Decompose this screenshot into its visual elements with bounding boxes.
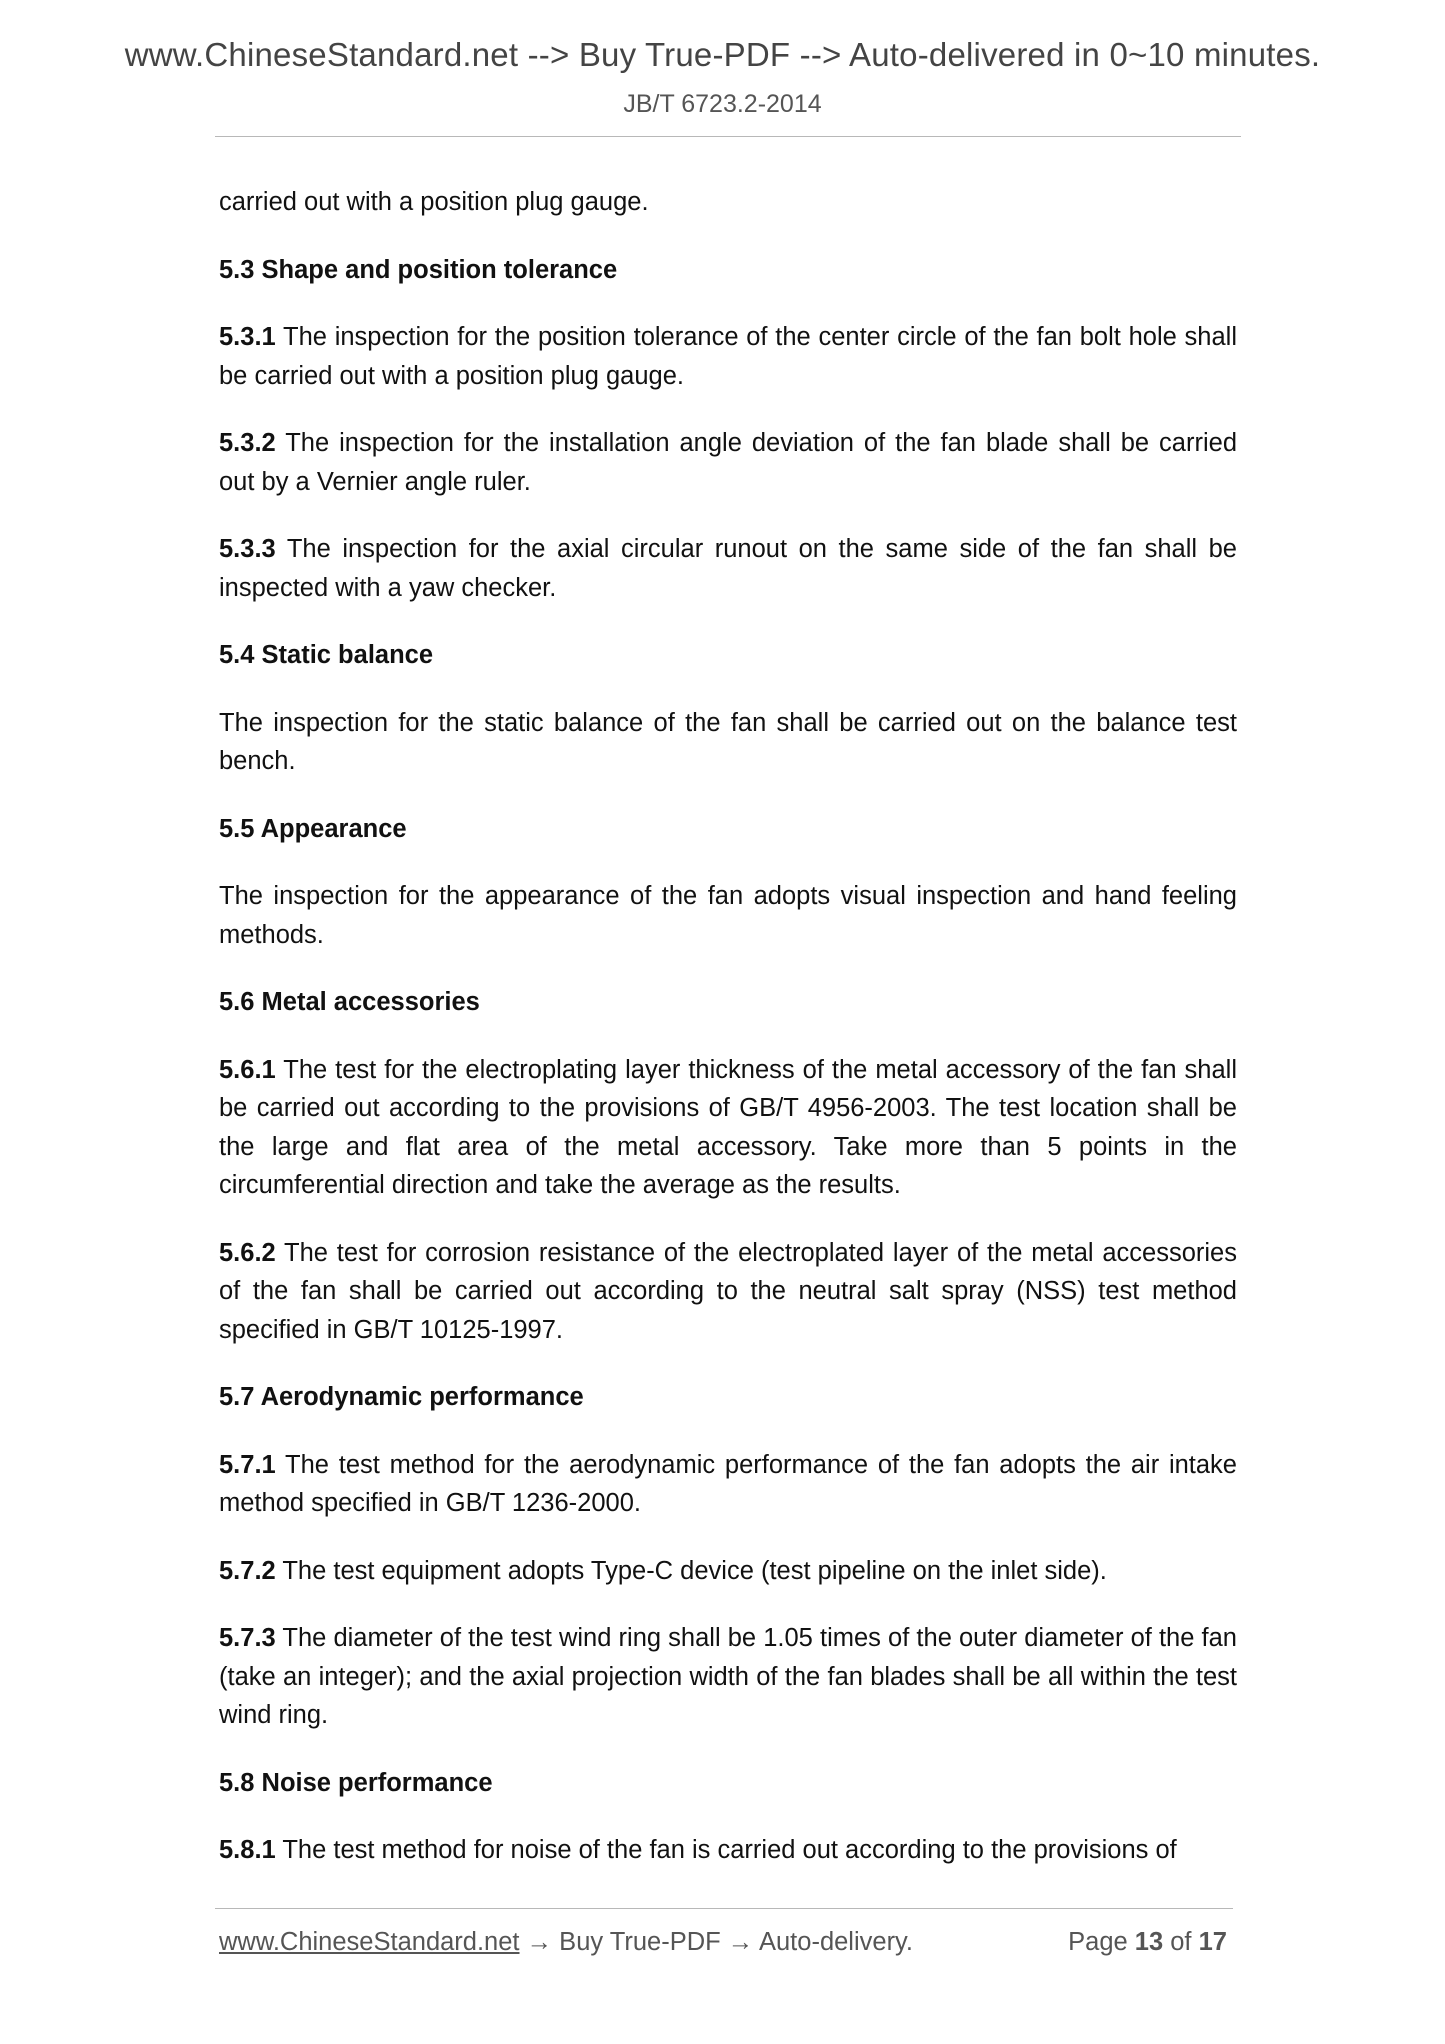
clause-5-6-2 (219, 1234, 1237, 1350)
clause-5-3-3 (219, 530, 1237, 607)
clause-text: The test method for the aerodynamic performance of the fan adopts the air intake method specified in GB/T 1236-2000. (219, 1450, 1237, 1517)
clause-number: 5.7.2 (219, 1556, 276, 1585)
section-text-5-5: The inspection for the appearance of the fan adopts visual inspection and hand feeling methods. (219, 882, 1237, 949)
clause-text: The inspection for the axial circular runout on the same side of the fan shall be inspected with a yaw checker. (219, 535, 1237, 602)
total-pages-number: 17 (1198, 1928, 1227, 1956)
page-label: Page (1068, 1928, 1128, 1956)
section-heading-5-4: 5.4 Static balance (219, 641, 434, 669)
section-text-5-4: The inspection for the static balance of the fan shall be carried out on the balance test bench. (219, 708, 1237, 775)
page-footer (219, 1928, 1233, 1968)
current-page-number: 13 (1134, 1928, 1164, 1956)
page-content (219, 183, 1237, 1899)
footer-left (219, 1928, 913, 1957)
section-heading-5-7: 5.7 Aerodynamic performance (219, 1383, 584, 1411)
header-divider (215, 136, 1241, 137)
clause-number: 5.3.1 (219, 323, 276, 351)
clause-text: The test equipment adopts Type-C device (test pipeline on the inlet side). (275, 1556, 1107, 1585)
clause-5-7-1 (219, 1446, 1237, 1523)
clause-text: The test for the electroplating layer thickness of the metal accessory of the fan shall be carried out according to the provisions of GB/T 4956-2003. The test location shall be the large and flat area of the metal accessory. Take more than 5 points in the circumferential direction and take the average as the results. (219, 1055, 1237, 1199)
clause-5-3-1 (219, 318, 1237, 395)
page-indicator (1068, 1928, 1227, 1957)
clause-number: 5.3.2 (219, 429, 276, 457)
clause-number: 5.7.1 (219, 1450, 276, 1479)
of-label: of (1170, 1928, 1192, 1956)
footer-divider (215, 1908, 1233, 1909)
clause-5-6-1 (219, 1051, 1237, 1205)
section-heading-5-3: 5.3 Shape and position tolerance (219, 255, 618, 284)
section-heading-5-5: 5.5 Appearance (219, 814, 407, 843)
clause-number: 5.7.3 (219, 1624, 276, 1652)
clause-number: 5.8.1 (219, 1836, 276, 1864)
clause-number: 5.3.3 (219, 535, 276, 563)
footer-tagline: → Buy True-PDF → Auto-delivery. (519, 1928, 913, 1956)
clause-text: The test for corrosion resistance of the electroplated layer of the metal accessories of the fan shall be carried out according to the neutral salt spray (NSS) test method specified in GB/T 10125-1997. (219, 1238, 1237, 1344)
clause-5-7-2 (219, 1552, 1237, 1591)
clause-5-3-2 (219, 424, 1237, 501)
continuation-text: carried out with a position plug gauge. (219, 188, 649, 216)
section-heading-5-6: 5.6 Metal accessories (219, 988, 480, 1016)
clause-text: The test method for noise of the fan is carried out according to the provisions of (275, 1836, 1177, 1864)
clause-text: The inspection for the position tolerance of the center circle of the fan bolt hole shall be carried out with a position plug gauge. (219, 323, 1237, 390)
clause-text: The inspection for the installation angle deviation of the fan blade shall be carried out by a Vernier angle ruler. (219, 429, 1237, 496)
clause-number: 5.6.2 (219, 1238, 276, 1267)
clause-text: The diameter of the test wind ring shall be 1.05 times of the outer diameter of the fan (take an integer); and the axial projection width of the fan blades shall be all within the test wind ring. (219, 1624, 1237, 1729)
document-code: JB/T 6723.2-2014 (623, 90, 822, 118)
top-banner: www.ChineseStandard.net --> Buy True-PDF --> Auto-delivered in 0~10 minutes. (124, 36, 1321, 73)
site-link[interactable]: www.ChineseStandard.net (219, 1928, 520, 1956)
clause-5-7-3 (219, 1619, 1237, 1735)
section-heading-5-8: 5.8 Noise performance (219, 1768, 493, 1797)
clause-number: 5.6.1 (219, 1055, 276, 1084)
clause-5-8-1 (219, 1831, 1237, 1870)
